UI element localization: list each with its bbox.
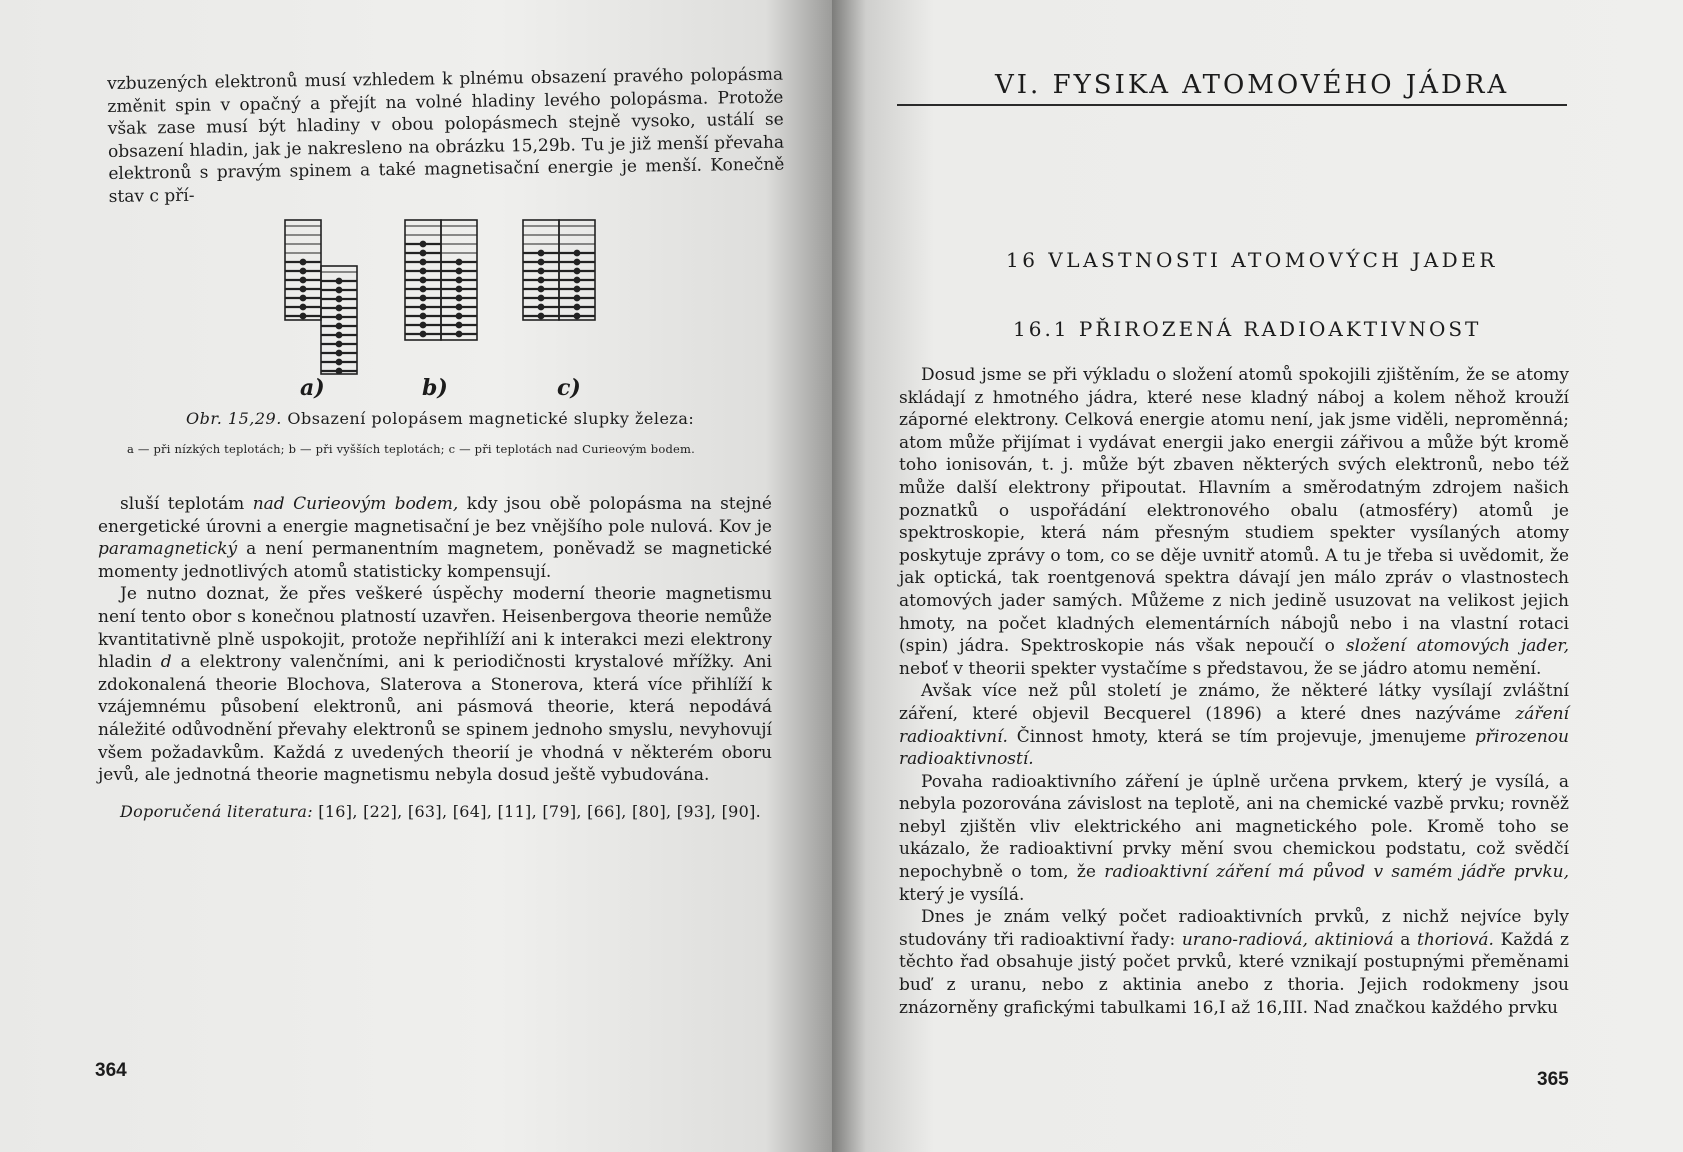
figure-caption bbox=[186, 409, 694, 428]
electron-dot bbox=[574, 277, 579, 282]
electron-dot bbox=[420, 331, 425, 336]
electron-dot bbox=[538, 286, 543, 291]
electron-dot bbox=[456, 277, 461, 282]
right-paragraph-3: Povaha radioaktivního záření je úplně určena prvkem, který je vysílá, a nebyla pozorována závislost na teplotě, ani na chemické vazbě prvku; rovněž nebyl zjištěn vliv elektrického ani magnetického pole. Kromě toho se ukázalo, že radioaktivní prvky mění svou chemickou podstatu, což svědčí nepochybně o tom, že radioaktivní záření má původ v samém jádře prvku, který je vysílá. bbox=[899, 771, 1569, 905]
figure-label-c: c) bbox=[557, 375, 581, 401]
electron-dot bbox=[420, 322, 425, 327]
electron-dot bbox=[336, 287, 341, 292]
right-paragraph-1: Dosud jsme se při výkladu o složení atomů spokojili zjištěním, že se atomy skládají z hmotného jádra, které nese kladný náboj a kolem něhož krouží záporné elektrony. Celková energie atomu není, jak jsme viděli, neproměnná; atom může přijímat i vydávat energii jako energii zářivou a může být kromě toho ionisován, t. j. může být zbaven některých svých elektronů, nebo též může další elektrony připoutat. Hlavním a směrodatným zdrojem našich poznatků o uspořádání elektronového obalu (atmosféry) atomů je spektroskopie, která nám přesným studiem spekter vysílaných atomy poskytuje zprávy o tom, co se děje uvnitř atomů. A tu je třeba si uvědomit, že jak optická, tak roentgenová spektra dávají jen málo zpráv o vlastnostech atomových jader samých. Můžeme z nich jedině usuzovat na velikost jejich hmoty, na počet kladných elementárních nábojů nebo i na vlastní rotaci (spin) jádra. Spektroskopie nás však nepoučí o složení atomových jader, neboť v theorii spekter vystačíme s představou, že se jádro atomu nemění. bbox=[899, 365, 1569, 679]
electron-dot bbox=[574, 259, 579, 264]
electron-dot bbox=[538, 277, 543, 282]
literature-label: Doporučená literatura: bbox=[120, 802, 313, 821]
electron-dot bbox=[336, 350, 341, 355]
electron-dot bbox=[574, 250, 579, 255]
electron-dot bbox=[300, 304, 305, 309]
figure-band-diagram bbox=[283, 218, 703, 408]
right-body-text bbox=[899, 364, 1569, 1019]
electron-dot bbox=[420, 250, 425, 255]
electron-dot bbox=[538, 268, 543, 273]
chapter-title: 16 VLASTNOSTI ATOMOVÝCH JADER bbox=[1006, 248, 1498, 272]
electron-dot bbox=[300, 259, 305, 264]
electron-dot bbox=[420, 268, 425, 273]
right-paragraph-4: Dnes je znám velký počet radioaktivních prvků, z nichž nejvíce byly studovány tři radioaktivní řady: urano-radiová, aktiniová a thoriová. Každá z těchto řad obsahuje jistý počet prvků, které vznikají postupnými přeměnami buď z uranu, nebo z aktinia anebo z thoria. Jejich rodokmeny jsou znázorněny grafickými tabulkami 16,I až 16,III. Nad značkou každého prvku bbox=[899, 907, 1569, 1018]
band-occupation-svg bbox=[283, 218, 703, 408]
recommended-literature bbox=[120, 802, 761, 821]
electron-dot bbox=[336, 305, 341, 310]
electron-dot bbox=[420, 286, 425, 291]
electron-dot bbox=[538, 250, 543, 255]
figure-caption-sub: a — při nízkých teplotách; b — při vyšších teplotách; c — při teplotách nad Curieovým bodem. bbox=[127, 442, 695, 456]
electron-dot bbox=[456, 313, 461, 318]
literature-refs: [16], [22], [63], [64], [11], [79], [66], [80], [93], [90]. bbox=[318, 802, 762, 821]
right-paragraph-2: Avšak více než půl století je známo, že některé látky vysílají zvláštní záření, které objevil Becquerel (1896) a které dnes nazýváme záření radioaktivní. Činnost hmoty, která se tím projevuje, jmenujeme přirozenou radioaktivností. bbox=[899, 681, 1569, 770]
electron-dot bbox=[456, 304, 461, 309]
electron-dot bbox=[538, 259, 543, 264]
electron-dot bbox=[336, 323, 341, 328]
figure-caption-text: Obsazení polopásem magnetické slupky železa: bbox=[287, 409, 695, 428]
part-title-rule bbox=[897, 104, 1567, 106]
page-number-left: 364 bbox=[95, 1060, 127, 1081]
electron-dot bbox=[300, 313, 305, 318]
figure-caption-ref: Obr. 15,29. bbox=[186, 409, 282, 428]
part-title: VI. FYSIKA ATOMOVÉHO JÁDRA bbox=[995, 70, 1510, 100]
electron-dot bbox=[456, 322, 461, 327]
electron-dot bbox=[574, 313, 579, 318]
electron-dot bbox=[300, 268, 305, 273]
electron-dot bbox=[456, 268, 461, 273]
figure-label-b: b) bbox=[422, 375, 448, 401]
electron-dot bbox=[300, 295, 305, 300]
electron-dot bbox=[336, 341, 341, 346]
electron-dot bbox=[336, 359, 341, 364]
electron-dot bbox=[336, 332, 341, 337]
electron-dot bbox=[456, 331, 461, 336]
electron-dot bbox=[336, 314, 341, 319]
electron-dot bbox=[456, 259, 461, 264]
figure-label-a: a) bbox=[300, 375, 325, 401]
electron-dot bbox=[336, 368, 341, 373]
electron-dot bbox=[538, 313, 543, 318]
electron-dot bbox=[336, 278, 341, 283]
page-number-right: 365 bbox=[1537, 1069, 1569, 1090]
electron-dot bbox=[420, 313, 425, 318]
electron-dot bbox=[420, 259, 425, 264]
electron-dot bbox=[538, 295, 543, 300]
electron-dot bbox=[538, 304, 543, 309]
electron-dot bbox=[420, 277, 425, 282]
electron-dot bbox=[420, 295, 425, 300]
section-title: 16.1 PŘIROZENÁ RADIOAKTIVNOST bbox=[1013, 317, 1482, 341]
left-body-text bbox=[98, 493, 772, 787]
electron-dot bbox=[574, 268, 579, 273]
electron-dot bbox=[420, 304, 425, 309]
electron-dot bbox=[574, 295, 579, 300]
left-paragraph-1: sluší teplotám nad Curieovým bodem, kdy jsou obě polopásma na stejné energetické úrovni a energie magnetisační je bez vnějšího pole nulová. Kov je paramagnetický a není permanentním magnetem, poněvadž se magnetické momenty jednotlivých atomů statisticky kompensují. bbox=[98, 494, 772, 582]
electron-dot bbox=[574, 286, 579, 291]
left-page bbox=[0, 0, 832, 1152]
electron-dot bbox=[574, 304, 579, 309]
electron-dot bbox=[456, 286, 461, 291]
electron-dot bbox=[300, 286, 305, 291]
electron-dot bbox=[336, 296, 341, 301]
electron-dot bbox=[456, 295, 461, 300]
electron-dot bbox=[420, 241, 425, 246]
electron-dot bbox=[300, 277, 305, 282]
left-top-paragraph: vzbuzených elektronů musí vzhledem k plnému obsazení pravého polopásma změnit spin v opačný a přejít na volné hladiny levého polopásma. Protože však zase musí být hladiny v obou polopásmech stejně vysoko, ustálí se obsazení hladin, jak je nakresleno na obrázku 15,29b. Tu je již menší převaha elektronů s pravým spinem a také magnetisační energie je menší. Konečně stav c pří- bbox=[107, 64, 785, 207]
left-paragraph-2: Je nutno doznat, že přes veškeré úspěchy moderní theorie magnetismu není tento obor s konečnou platností uzavřen. Heisenbergova theorie nemůže kvantitativně plně uspokojit, protože nepřihlíží ani k interakci mezi elektrony hladin d a elektrony valenčními, ani k periodičnosti krystalové mřížky. Ani zdokonalená theorie Blochova, Slaterova a Stonerova, která více přihlíží k vzájemnému působení elektronů, ani pásmová theorie, která nepodává náležité odůvodnění převahy elektronů se spinem jednoho smyslu, nevyhovují všem požadavkům. Každá z uvedených theorií je vhodná v některém oboru jevů, ale jednotná theorie magnetismu nebyla dosud ještě vybudována. bbox=[98, 584, 772, 786]
